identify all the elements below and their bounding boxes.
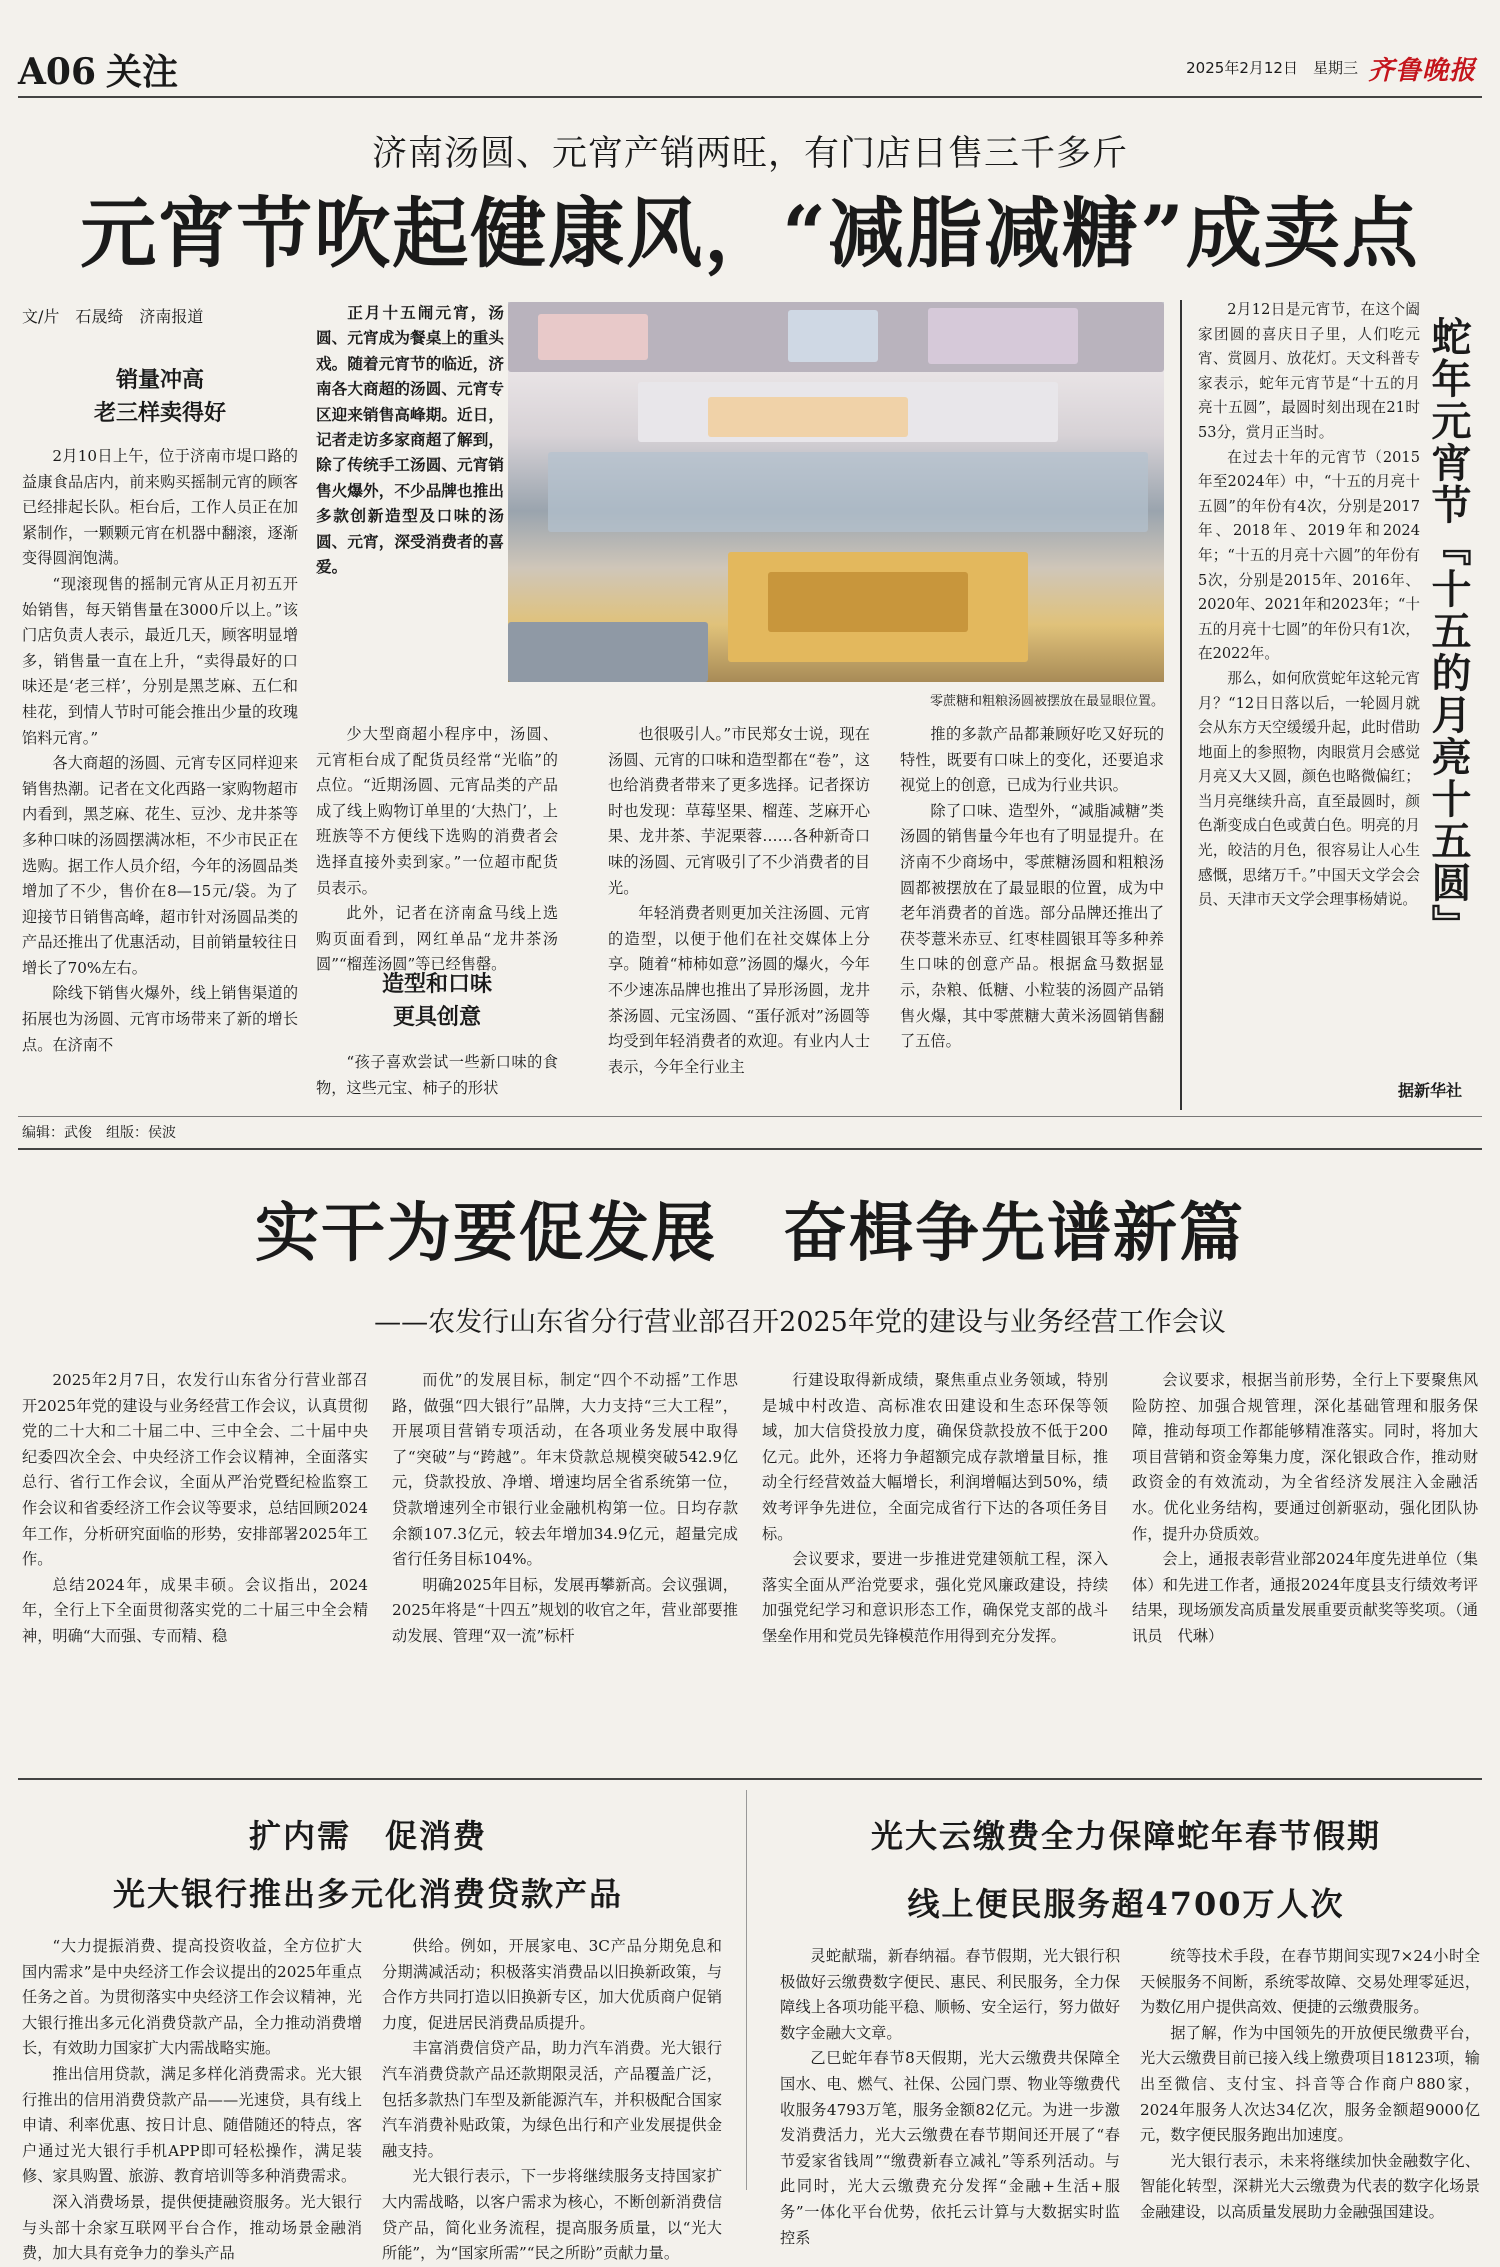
paragraph: 会议要求，根据当前形势，全行上下要聚焦风险防控、加强合规管理，深化基础管理和服务保障，推动每项工作都能够精准落实。同时，将加大项目营销和资金筹集力度，深化银政合作，推动财政资金的有效流动，为全省经济发展注入金融活水。优化业务结构，要通过创新驱动，强化团队协作，提升办贷质效。 [1132, 1371, 1478, 1543]
paragraph: 在过去十年的元宵节（2015年至2024年）中，“十五的月亮十五圆”的年份有4次，分别是2017年、2018年、2019年和2024年；“十五的月亮十六圆”的年份有5次，分别是2015年、2016年、2020年、2021年和2023年；“十五的月亮十七圆”的年份只有1次，在2022年。 [1198, 448, 1420, 663]
editor-rule [18, 1116, 1482, 1117]
paragraph: 那么，如何欣赏蛇年这轮元宵月？“12日日落以后，一轮圆月就会从东方天空缓缓升起，此时借助地面上的参照物，肉眼赏月会感觉月亮又大又圆，颜色也略微偏红；当月亮继续升高，直至最圆时，颜色渐变成白色或黄白色。明亮的月光，皎洁的月色，很容易让人心生感慨，思绪万千。”中国天文学会会员、天津市天文学会理事杨婧说。 [1198, 669, 1420, 909]
sidebar-source: 据新华社 [1398, 1081, 1463, 1100]
paragraph: 供给。例如，开展家电、3C产品分期免息和分期满减活动；积极落实消费品以旧换新政策，与合作方共同打造以旧换新专区，加大优质商户促销力度，促进居民消费品质提升。 [382, 1937, 722, 2032]
story3-column-2 [382, 1934, 722, 2263]
page-number: A06 [18, 51, 97, 93]
paragraph: “大力提振消费、提高投资收益，全方位扩大国内需求”是中央经济工作会议提出的2025年重点任务之首。为贯彻落实中央经济工作会议精神，光大银行推出多元化消费贷款产品，全力推动消费增长，有效助力国家扩大内需战略实施。 [22, 1937, 362, 2058]
story1-photo-caption: 零蔗糖和粗粮汤圆被摆放在最显眼位置。 [929, 694, 1164, 709]
paragraph: 而优”的发展目标，制定“四个不动摇”工作思路，做强“四大银行”品牌，大力支持“三大工程”，开展项目营销专项活动，在各项业务发展中取得了“突破”与“跨越”。年末贷款总规模突破542.9亿元，贷款投放、净增、增速均居全省系统第一位，贷款增速列全市银行业金融机构第一位。日均存款余额107.3亿元，较去年增加34.9亿元，超量完成省行任务目标104%。 [392, 1371, 738, 1569]
paragraph: “孩子喜欢尝试一些新口味的食物，这些元宝、柿子的形状 [316, 1053, 558, 1097]
paragraph: 统等技术手段，在春节期间实现7×24小时全天候服务不间断，系统零故障、交易处理零延迟，为数亿用户提供高效、便捷的云缴费服务。 [1140, 1947, 1480, 2017]
page-header-left [18, 44, 178, 95]
paragraph: 各大商超的汤圆、元宵专区同样迎来销售热潮。记者在文化西路一家购物超市内看到，黑芝麻、花生、豆沙、龙井茶等多种口味的汤圆摆满冰柜，不少市民正在选购。据工作人员介绍，今年的汤圆品类增加了不少，售价在8—15元/袋。为了迎接节日销售高峰，超市针对汤圆品类的产品还推出了优惠活动，目前销量较往日增长了70%左右。 [22, 754, 298, 977]
story2-column-2 [392, 1368, 738, 1762]
paragraph: 少大型商超小程序中，汤圆、元宵柜台成了配货员经常“光临”的点位。“近期汤圆、元宵品类的产品成了线上购物订单里的‘大热门’，上班族等不方便线下选购的消费者会选择直接外卖到家。”一位超市配货员表示。 [316, 725, 558, 897]
paragraph: 据了解，作为中国领先的开放便民缴费平台，光大云缴费目前已接入线上缴费项目18123项，输出至微信、支付宝、抖音等合作商户880家，2024年服务人次达34亿次，服务金额超9000亿元，数字便民服务跑出加速度。 [1140, 2023, 1480, 2145]
subhead-line: 销量冲高 [115, 367, 204, 393]
story1-column-1 [22, 444, 298, 1106]
paragraph: 灵蛇献瑞，新春纳福。春节假期，光大银行积极做好云缴费数字便民、惠民、利民服务，全力保障线上各项功能平稳、顺畅、安全运行，努力做好数字金融大文章。 [780, 1947, 1120, 2042]
section-name: 关注 [106, 51, 179, 93]
story1-subhead-1 [22, 364, 298, 430]
sidebar-title: 蛇年元宵节『十五的月亮十五圆』 [1425, 316, 1472, 946]
paragraph: 年轻消费者则更加关注汤圆、元宵的造型，以便于他们在社交媒体上分享。随着“柿柿如意”汤圆的爆火，今年不少速冻品牌也推出了异形汤圆，龙井茶汤圆、元宝汤圆、“蛋仔派对”汤圆等均受到年轻消费者的欢迎。有业内人士表示，今年全行业主 [608, 904, 870, 1076]
paragraph: 除线下销售火爆外，线上销售渠道的拓展也为汤圆、元宵市场带来了新的增长点。在济南不 [22, 984, 298, 1054]
editors-line: 编辑：武俊 组版：侯波 [22, 1125, 176, 1141]
paragraph: 明确2025年目标，发展再攀新高。会议强调，2025年将是“十四五”规划的收官之年，营业部要推动发展、管理“双一流”标杆 [392, 1575, 738, 1645]
story1-column-2b [316, 1050, 558, 1106]
paragraph: 乙巳蛇年春节8天假期，光大云缴费共保障全国水、电、燃气、社保、公园门票、物业等缴费代收服务4793万笔，服务金额82亿元。为进一步激发消费活力，光大云缴费在春节期间还开展了“春节爱家省钱周”“缴费新春立减礼”等系列活动。与此同时，光大云缴费充分发挥“金融+生活+服务”一体化平台优势，依托云计算与大数据实时监控系 [780, 2049, 1120, 2247]
paragraph: 推出信用贷款，满足多样化消费需求。光大银行推出的信用消费贷款产品——光速贷，具有线上申请、利率优惠、按日计息、随借随还的特点，客户通过光大银行手机APP即可轻松操作，满足装修、家具购置、旅游、教育培训等多种消费需求。 [22, 2064, 362, 2186]
story1-column-2 [316, 722, 558, 974]
paragraph: 此外，记者在济南盒马线上选购页面看到，网红单品“龙井茶汤圆”“榴莲汤圆”等已经售罄。 [316, 904, 558, 974]
story4-column-1 [780, 1944, 1120, 2247]
subhead-line: 老三样卖得好 [93, 400, 226, 426]
paragraph: 深入消费场景，提供便捷融资服务。光大银行与头部十余家互联网平台合作，推动场景金融消费，加大具有竞争力的拳头产品 [22, 2192, 362, 2263]
page-header-right [1186, 50, 1476, 87]
story4-headline-1: 光大云缴费全力保障蛇年春节假期 [870, 1817, 1381, 1855]
paragraph: 2025年2月7日，农发行山东省分行营业部召开2025年党的建设与业务经营工作会议，认真贯彻党的二十大和二十届二中、三中全会、二十届中央纪委四次全会、中央经济工作会议精神，全面落实总行、省行工作会议，全面从严治党暨纪检监察工作会议和省委经济工作会议等要求，总结回顾2024年工作，分析研究面临的形势，安排部署2025年工作。 [22, 1371, 368, 1569]
story2-headline: 实干为要促发展 奋楫争先谱新篇 [255, 1196, 1245, 1271]
story2-subtitle: ——农发行山东省分行营业部召开2025年党的建设与业务经营工作会议 [374, 1307, 1226, 1338]
story1-column-4 [900, 722, 1164, 1106]
story1-subhead-2 [316, 968, 558, 1034]
paragraph: 2月10日上午，位于济南市堤口路的益康食品店内，前来购买摇制元宵的顾客已经排起长队。柜台后，工作人员正在加紧制作，一颗颗元宵在机器中翻滚，逐渐变得圆润饱满。 [22, 447, 298, 568]
story2-column-1 [22, 1368, 368, 1762]
paragraph: 行建设取得新成绩，聚焦重点业务领域，特别是城中村改造、高标准农田建设和生态环保等领域，加大信贷投放力度，确保贷款投放不低于200亿元。此外，还将力争超额完成存款增量目标，推动全行经营效益大幅增长，利润增幅达到50%，绩效考评争先进位，全面完成省行下达的各项任务目标。 [762, 1371, 1108, 1543]
story2-column-4 [1132, 1368, 1478, 1762]
story4-column-2 [1140, 1944, 1480, 2221]
paragraph: 也很吸引人。”市民郑女士说，现在汤圆、元宵的口味和造型都在“卷”，这也给消费者带来了更多选择。记者探访时也发现：草莓坚果、榴莲、芝麻开心果、龙井茶、芋泥栗蓉……各种新奇口味的汤圆、元宵吸引了不少消费者的目光。 [608, 725, 870, 897]
paragraph: 除了口味、造型外，“减脂减糖”类汤圆的销售量今年也有了明显提升。在济南不少商场中，零蔗糖汤圆和粗粮汤圆都被摆放在了最显眼的位置，成为中老年消费者的首选。部分品牌还推出了茯苓薏米赤豆、红枣桂圆银耳等多种养生口味的创意产品。根据盒马数据显示，杂粮、低糖、小粒装的汤圆产品销售火爆，其中零蔗糖大黄米汤圆销售翻了五倍。 [900, 801, 1164, 1051]
paragraph: 2月12日是元宵节，在这个阖家团圆的喜庆日子里，人们吃元宵、赏圆月、放花灯。天文科普专家表示，蛇年元宵节是“十五的月亮十五圆”，最圆时刻出现在21时53分，赏月正当时。 [1198, 301, 1420, 441]
paragraph: 推的多款产品都兼顾好吃又好玩的特性，既要有口味上的变化，还要追求视觉上的创意，已成为行业共识。 [900, 725, 1164, 795]
paragraph: 会上，通报表彰营业部2024年度先进单位（集体）和先进工作者，通报2024年度县支行绩效考评结果，现场颁发高质量发展重要贡献奖等奖项。（通讯员 代琳） [1132, 1550, 1478, 1645]
paragraph: 总结2024年，成果丰硕。会议指出，2024年，全行上下全面贯彻落实党的二十届三中全会精神，明确“大而强、专而精、稳 [22, 1575, 368, 1645]
story4-headline-2: 线上便民服务超4700万人次 [907, 1885, 1345, 1923]
bottom-divider [746, 1790, 747, 2190]
subhead-line: 造型和口味 [381, 971, 492, 997]
story3-headline-1: 扩内需 促消费 [248, 1817, 487, 1855]
story2-column-3 [762, 1368, 1108, 1762]
story3-headline-2: 光大银行推出多元化消费贷款产品 [112, 1875, 623, 1913]
subhead-line: 更具创意 [392, 1004, 481, 1030]
section-rule [18, 1148, 1482, 1150]
issue-date: 2025年2月12日 [1186, 59, 1298, 77]
issue-weekday: 星期三 [1312, 59, 1358, 77]
sidebar-divider [1180, 300, 1182, 1110]
story3-column-1 [22, 1934, 362, 2263]
paragraph: 光大银行表示，下一步将继续服务支持国家扩大内需战略，以客户需求为核心，不断创新消费信贷产品，简化业务流程，提高服务质量，以“光大所能”，为“国家所需”“民之所盼”贡献力量。 [382, 2167, 722, 2263]
paragraph: “现滚现售的摇制元宵从正月初五开始销售，每天销售量在3000斤以上。”该门店负责人表示，最近几天，顾客明显增多，销售量一直在上升，“卖得最好的口味还是‘老三样’，分别是黑芝麻、五仁和桂花，到情人节时可能会推出少量的玫瑰馅料元宵。” [22, 574, 298, 747]
paragraph: 会议要求，要进一步推进党建领航工程，深入落实全面从严治党要求，强化党风廉政建设，持续加强党纪学习和意识形态工作，确保党支部的战斗堡垒作用和党员先锋模范作用得到充分发挥。 [762, 1550, 1108, 1645]
sidebar-body [1198, 298, 1420, 1068]
story1-headline: 元宵节吹起健康风，“减脂减糖”成卖点 [80, 189, 1420, 278]
story1-kicker: 济南汤圆、元宵产销两旺，有门店日售三千多斤 [371, 134, 1128, 174]
newspaper-logo: 齐鲁晚报 [1367, 56, 1476, 86]
story1-photo [508, 302, 1164, 682]
story1-lead: 正月十五闹元宵，汤圆、元宵成为餐桌上的重头戏。随着元宵节的临近，济南各大商超的汤圆、元宵专区迎来销售高峰期。近日，记者走访多家商超了解到，除了传统手工汤圆、元宵销售火爆外，不少品牌也推出多款创新造型及口味的汤圆、元宵，深受消费者的喜爱。 [316, 303, 504, 577]
story1-byline: 文/片 石晟绮 济南报道 [22, 307, 204, 326]
section-rule-2 [18, 1778, 1482, 1780]
header-rule [18, 96, 1482, 98]
paragraph: 丰富消费信贷产品，助力汽车消费。光大银行汽车消费贷款产品还款期限灵活，产品覆盖广泛，包括多款热门车型及新能源汽车，并积极配合国家汽车消费补贴政策，为绿色出行和产业发展提供金融支持。 [382, 2039, 722, 2160]
paragraph: 光大银行表示，未来将继续加快金融数字化、智能化转型，深耕光大云缴费为代表的数字化场景金融建设，以高质量发展助力金融强国建设。 [1140, 2151, 1480, 2221]
story1-column-3 [608, 722, 870, 1106]
